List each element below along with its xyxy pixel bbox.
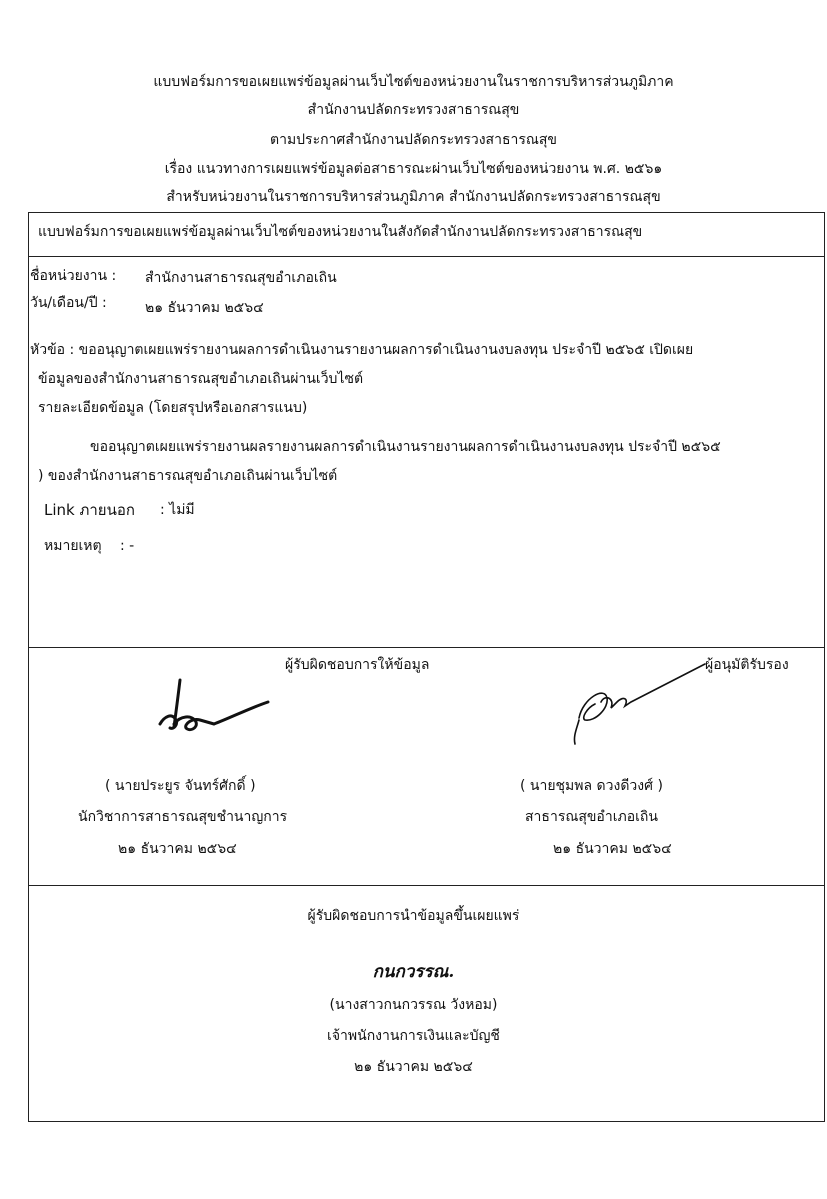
- divider-signatures: [28, 885, 825, 886]
- note-label: หมายเหตุ: [44, 538, 102, 554]
- form-title: แบบฟอร์มการขอเผยแพร่ข้อมูลผ่านเว็บไซต์ของหน่วยงานในสังกัดสำนักงานปลัดกระทรวงสาธารณสุข: [38, 224, 643, 240]
- date-value: ๒๑ ธันวาคม ๒๕๖๔: [145, 300, 264, 316]
- agency-value: สำนักงานสาธารณสุขอำเภอเถิน: [145, 270, 337, 286]
- link-label: Link ภายนอก: [44, 501, 135, 519]
- header-line-3: ตามประกาศสำนักงานปลัดกระทรวงสาธารณสุข: [269, 132, 557, 148]
- publisher-name: (นางสาวกนกวรรณ วังหอม): [329, 997, 498, 1013]
- provider-position: นักวิชาการสาธารณสุขชำนาญการ: [78, 809, 288, 825]
- approver-date: ๒๑ ธันวาคม ๒๕๖๔: [553, 841, 672, 857]
- agency-label: ชื่อหน่วยงาน :: [30, 268, 117, 284]
- link-value: : ไม่มี: [160, 502, 195, 518]
- header-line-4: เรื่อง แนวทางการเผยแพร่ข้อมูลต่อสาธารณะผ่านเว็บไซต์ของหน่วยงาน พ.ศ. ๒๕๖๑: [164, 161, 663, 177]
- publisher-title: ผู้รับผิดชอบการนำข้อมูลขึ้นเผยแพร่: [307, 908, 520, 924]
- provider-signature: [140, 672, 280, 747]
- divider-details: [28, 647, 825, 648]
- header-line-1: แบบฟอร์มการขอเผยแพร่ข้อมูลผ่านเว็บไซต์ของหน่วยงานในราชการบริหารส่วนภูมิภาค: [153, 74, 674, 90]
- approver-title: ผู้อนุมัติรับรอง: [705, 657, 789, 673]
- details-line-1: ขออนุญาตเผยแพร่รายงานผลรายงานผลการดำเนินงานรายงานผลการดำเนินงานงบลงทุน ประจำปี ๒๕๖๕: [90, 439, 721, 455]
- divider-title: [28, 256, 825, 257]
- details-label: รายละเอียดข้อมูล (โดยสรุปหรือเอกสารแนบ): [38, 400, 308, 416]
- approver-signature: [565, 658, 715, 748]
- provider-date: ๒๑ ธันวาคม ๒๕๖๔: [118, 841, 237, 857]
- provider-title: ผู้รับผิดชอบการให้ข้อมูล: [285, 657, 430, 673]
- note-value: : -: [120, 538, 135, 554]
- publisher-signature: กนกวรรณ.: [372, 962, 455, 982]
- details-line-2: ) ของสำนักงานสาธารณสุขอำเภอเถินผ่านเว็บไซต์: [38, 468, 338, 484]
- header-line-5: สำหรับหน่วยงานในราชการบริหารส่วนภูมิภาค สำนักงานปลัดกระทรวงสาธารณสุข: [166, 189, 661, 205]
- date-label: วัน/เดือน/ปี :: [30, 295, 107, 311]
- header-line-2: สำนักงานปลัดกระทรวงสาธารณสุข: [307, 102, 520, 118]
- publisher-position: เจ้าพนักงานการเงินและบัญชี: [327, 1028, 500, 1044]
- approver-name: ( นายชุมพล ดวงดีวงศ์ ): [520, 778, 663, 794]
- subject-line-2: ข้อมูลของสำนักงานสาธารณสุขอำเภอเถินผ่านเว็บไซต์: [38, 371, 364, 387]
- provider-name: ( นายประยูร จันทร์ศักดิ์ ): [105, 778, 256, 794]
- subject-line-1: หัวข้อ : ขออนุญาตเผยแพร่รายงานผลการดำเนินงานรายงานผลการดำเนินงานงบลงทุน ประจำปี ๒๕๖๕ เปิดเผย: [30, 342, 694, 358]
- approver-position: สาธารณสุขอำเภอเถิน: [525, 809, 658, 825]
- publisher-date: ๒๑ ธันวาคม ๒๕๖๔: [354, 1059, 473, 1075]
